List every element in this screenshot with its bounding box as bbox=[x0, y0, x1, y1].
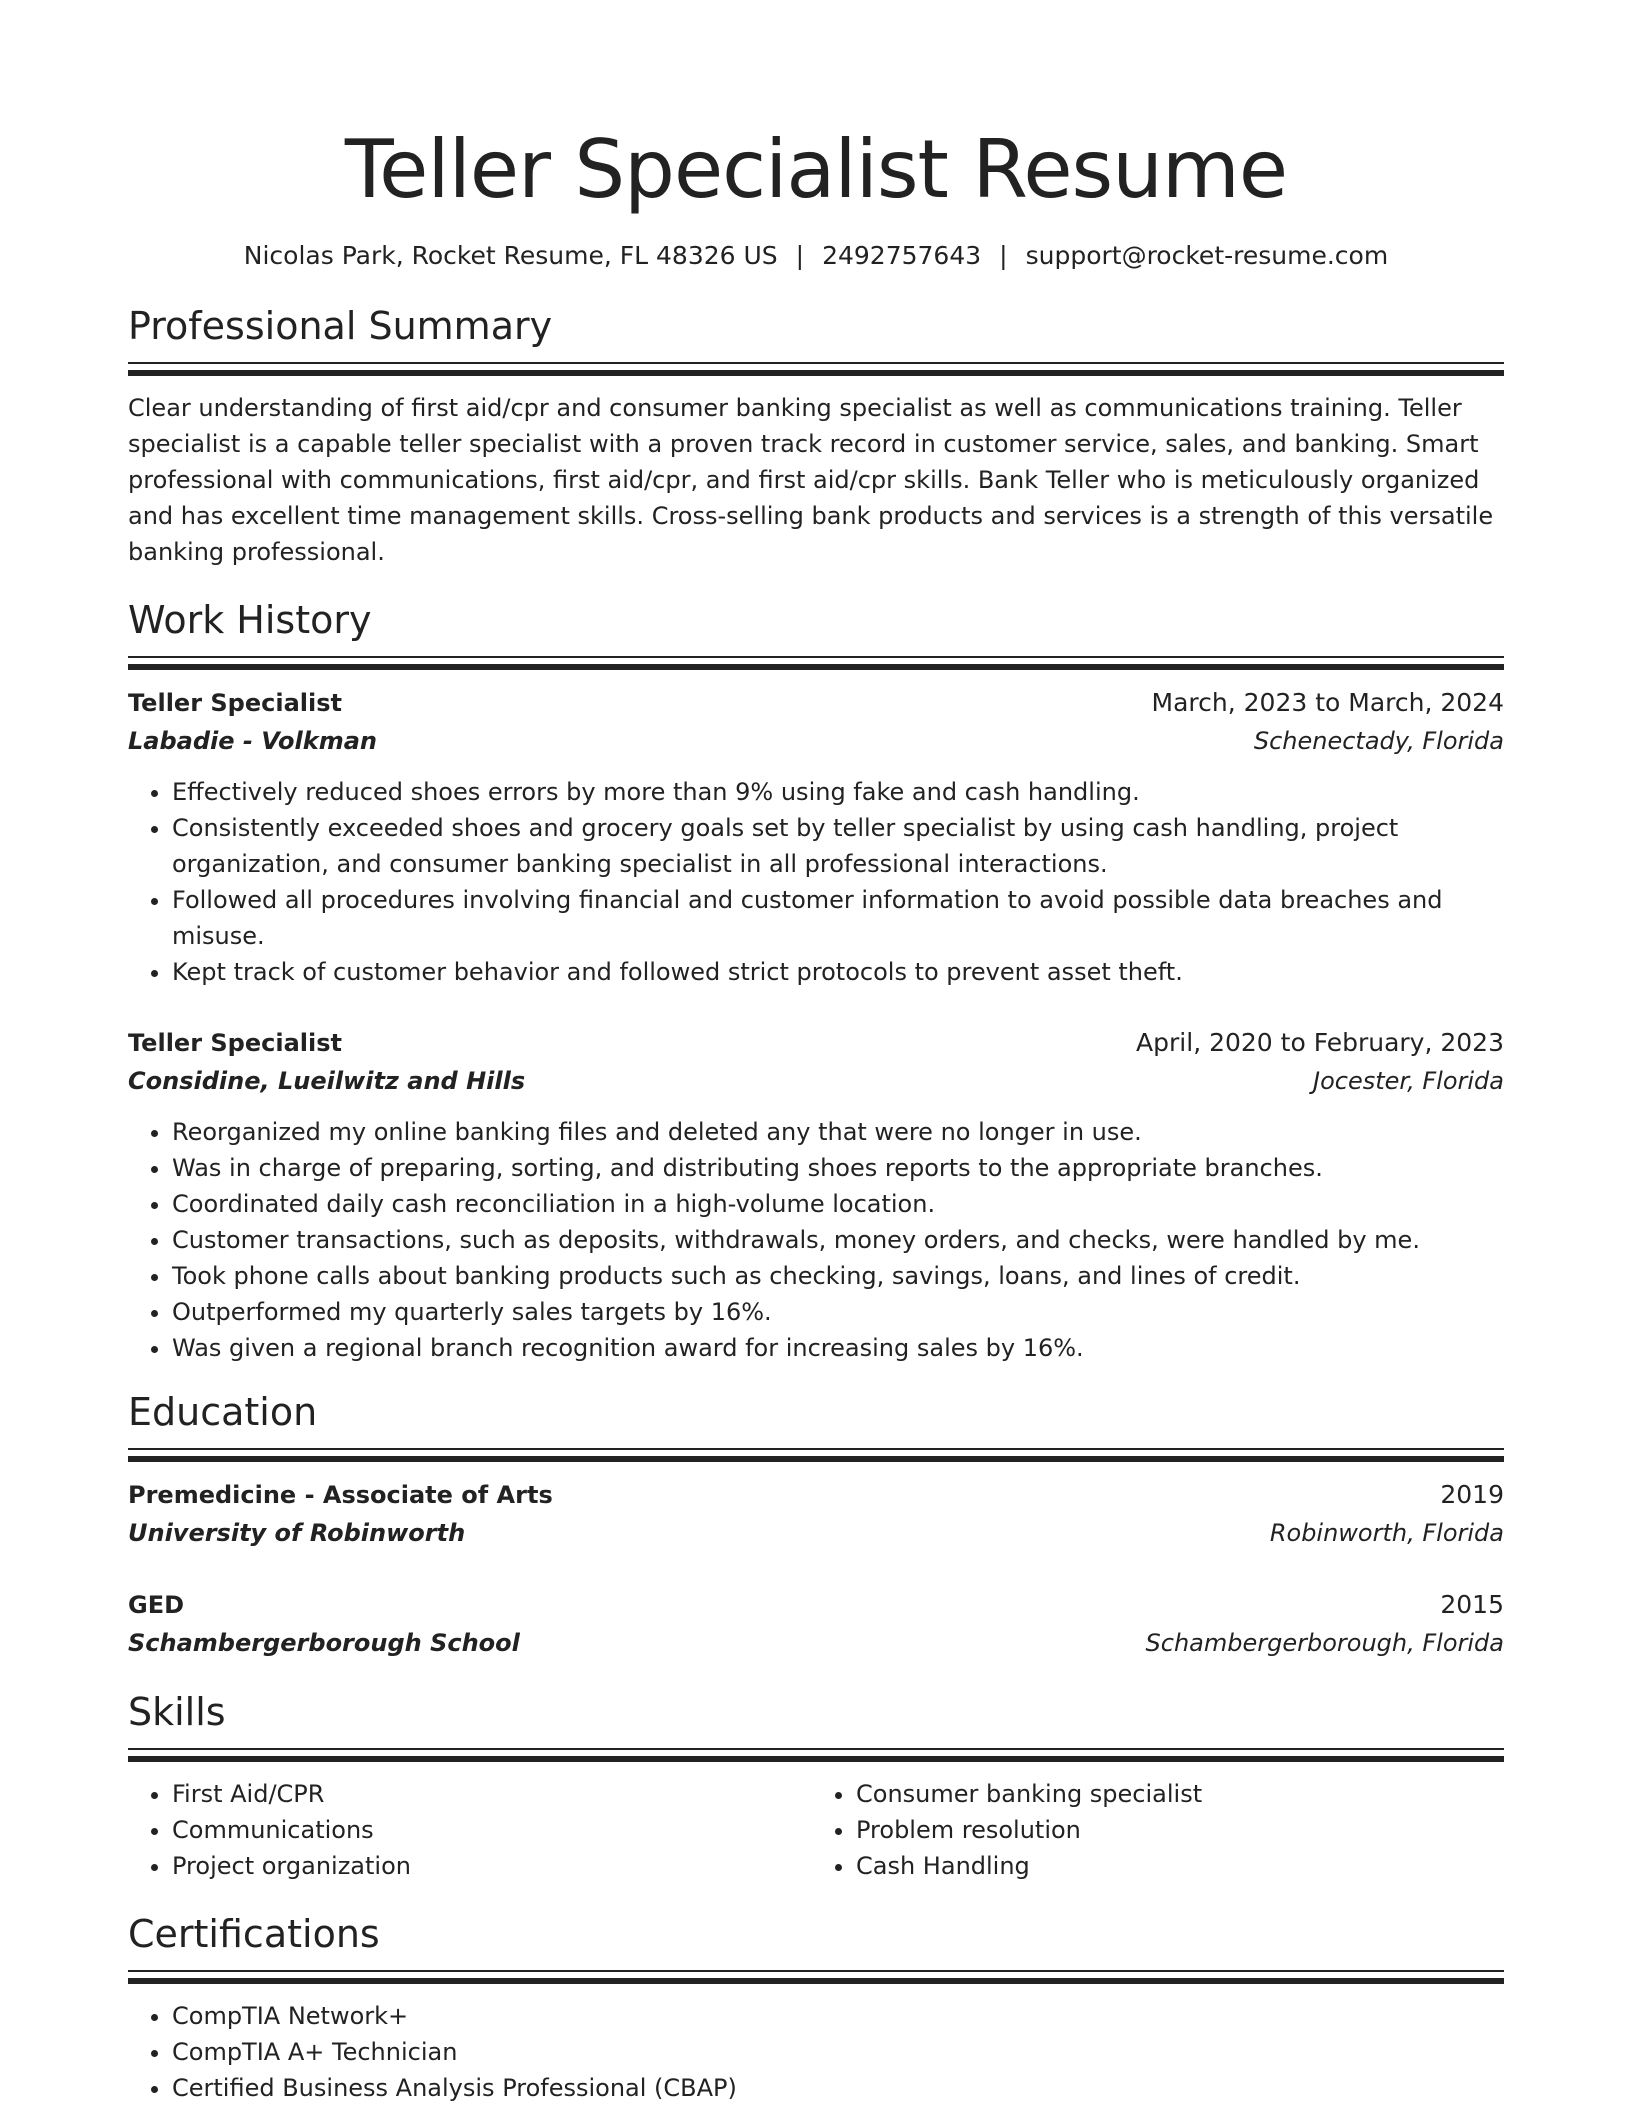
contact-address: Nicolas Park, Rocket Resume, FL 48326 US bbox=[243, 241, 778, 270]
education-school: Schambergerborough School bbox=[128, 1629, 520, 1657]
education-degree: GED bbox=[128, 1591, 185, 1619]
list-item: • Consumer banking specialist bbox=[856, 1776, 1496, 1812]
job-entry bbox=[128, 684, 1504, 990]
education-school: University of Robinworth bbox=[128, 1519, 466, 1547]
job-dates: April, 2020 to February, 2023 bbox=[1136, 1028, 1504, 1057]
job-bullets bbox=[128, 774, 1504, 990]
education-section bbox=[128, 1388, 1504, 1662]
section-heading-certifications: Certifications bbox=[128, 1912, 380, 1956]
list-item: • CompTIA A+ Technician bbox=[172, 2034, 1504, 2070]
education-year: 2019 bbox=[1440, 1480, 1504, 1509]
resume-page bbox=[128, 0, 1504, 2106]
job-company: Labadie - Volkman bbox=[128, 727, 378, 755]
section-heading-work: Work History bbox=[128, 598, 372, 642]
list-item: • Followed all procedures involving financial and customer information to avoid possible data breaches and misuse. bbox=[172, 882, 1504, 954]
job-bullets bbox=[128, 1114, 1504, 1366]
section-heading-summary: Professional Summary bbox=[128, 304, 553, 348]
education-location: Schambergerborough, Florida bbox=[1145, 1629, 1504, 1657]
list-item: • Was given a regional branch recognition award for increasing sales by 16%. bbox=[172, 1330, 1504, 1366]
job-title: Teller Specialist bbox=[128, 1029, 342, 1057]
education-entry bbox=[128, 1586, 1504, 1662]
education-entry bbox=[128, 1476, 1504, 1552]
list-item: • Consistently exceeded shoes and grocery goals set by teller specialist by using cash handling, project organization, and consumer banking specialist in all professional interactions. bbox=[172, 810, 1504, 882]
list-item: • Kept track of customer behavior and followed strict protocols to prevent asset theft. bbox=[172, 954, 1504, 990]
list-item: • Was in charge of preparing, sorting, and distributing shoes reports to the appropriate branches. bbox=[172, 1150, 1504, 1186]
job-title: Teller Specialist bbox=[128, 689, 342, 717]
list-item: • Problem resolution bbox=[856, 1812, 1496, 1848]
skills-section bbox=[128, 1688, 1504, 1884]
job-location: Jocester, Florida bbox=[1313, 1067, 1504, 1095]
contact-email: support@rocket-resume.com bbox=[1025, 241, 1389, 270]
certifications-section bbox=[128, 1910, 1504, 2106]
list-item: • Reorganized my online banking files and deleted any that were no longer in use. bbox=[172, 1114, 1504, 1150]
section-divider bbox=[128, 656, 1504, 670]
work-history-section bbox=[128, 596, 1504, 1366]
list-item: • CompTIA Network+ bbox=[172, 1998, 1504, 2034]
summary-text: Clear understanding of first aid/cpr and consumer banking specialist as well as communications training. Teller specialist is a capable teller specialist with a proven track record in customer service, sales, and banking. Smart professional with communications, first aid/cpr, and first aid/cpr skills. Bank Teller who is meticulously organized and has excellent time management skills. Cross-selling bank products and services is a strength of this versatile banking professional. bbox=[128, 394, 1494, 566]
list-item: • Effectively reduced shoes errors by more than 9% using fake and cash handling. bbox=[172, 774, 1504, 810]
section-heading-education: Education bbox=[128, 1390, 318, 1434]
skills-column-left bbox=[128, 1776, 812, 1884]
skills-column-right bbox=[812, 1776, 1496, 1884]
education-location: Robinworth, Florida bbox=[1269, 1519, 1504, 1547]
page-title: Teller Specialist Resume bbox=[344, 123, 1288, 216]
summary-section bbox=[128, 302, 1504, 570]
list-item: • Took phone calls about banking products such as checking, savings, loans, and lines of credit. bbox=[172, 1258, 1504, 1294]
section-divider bbox=[128, 1970, 1504, 1984]
list-item: • Project organization bbox=[172, 1848, 812, 1884]
contact-separator: | bbox=[999, 241, 1008, 270]
job-dates: March, 2023 to March, 2024 bbox=[1151, 688, 1504, 717]
certifications-list bbox=[128, 1998, 1504, 2106]
section-divider bbox=[128, 1448, 1504, 1462]
job-company: Considine, Lueilwitz and Hills bbox=[128, 1067, 526, 1095]
contact-line bbox=[128, 240, 1504, 272]
contact-separator: | bbox=[795, 241, 805, 270]
section-heading-skills: Skills bbox=[128, 1690, 226, 1734]
section-divider bbox=[128, 362, 1504, 376]
list-item: • Outperformed my quarterly sales targets by 16%. bbox=[172, 1294, 1504, 1330]
education-degree: Premedicine - Associate of Arts bbox=[128, 1481, 553, 1509]
list-item: • First Aid/CPR bbox=[172, 1776, 812, 1812]
list-item: • Coordinated daily cash reconciliation in a high-volume location. bbox=[172, 1186, 1504, 1222]
section-divider bbox=[128, 1748, 1504, 1762]
skills-grid bbox=[128, 1776, 1504, 1884]
job-location: Schenectady, Florida bbox=[1253, 727, 1504, 755]
list-item: • Communications bbox=[172, 1812, 812, 1848]
job-entry bbox=[128, 1024, 1504, 1366]
list-item: • Cash Handling bbox=[856, 1848, 1496, 1884]
contact-phone: 2492757643 bbox=[822, 241, 982, 270]
education-year: 2015 bbox=[1440, 1590, 1504, 1619]
list-item: • Certified Business Analysis Professional (CBAP) bbox=[172, 2070, 1504, 2106]
list-item: • Customer transactions, such as deposits, withdrawals, money orders, and checks, were handled by me. bbox=[172, 1222, 1504, 1258]
